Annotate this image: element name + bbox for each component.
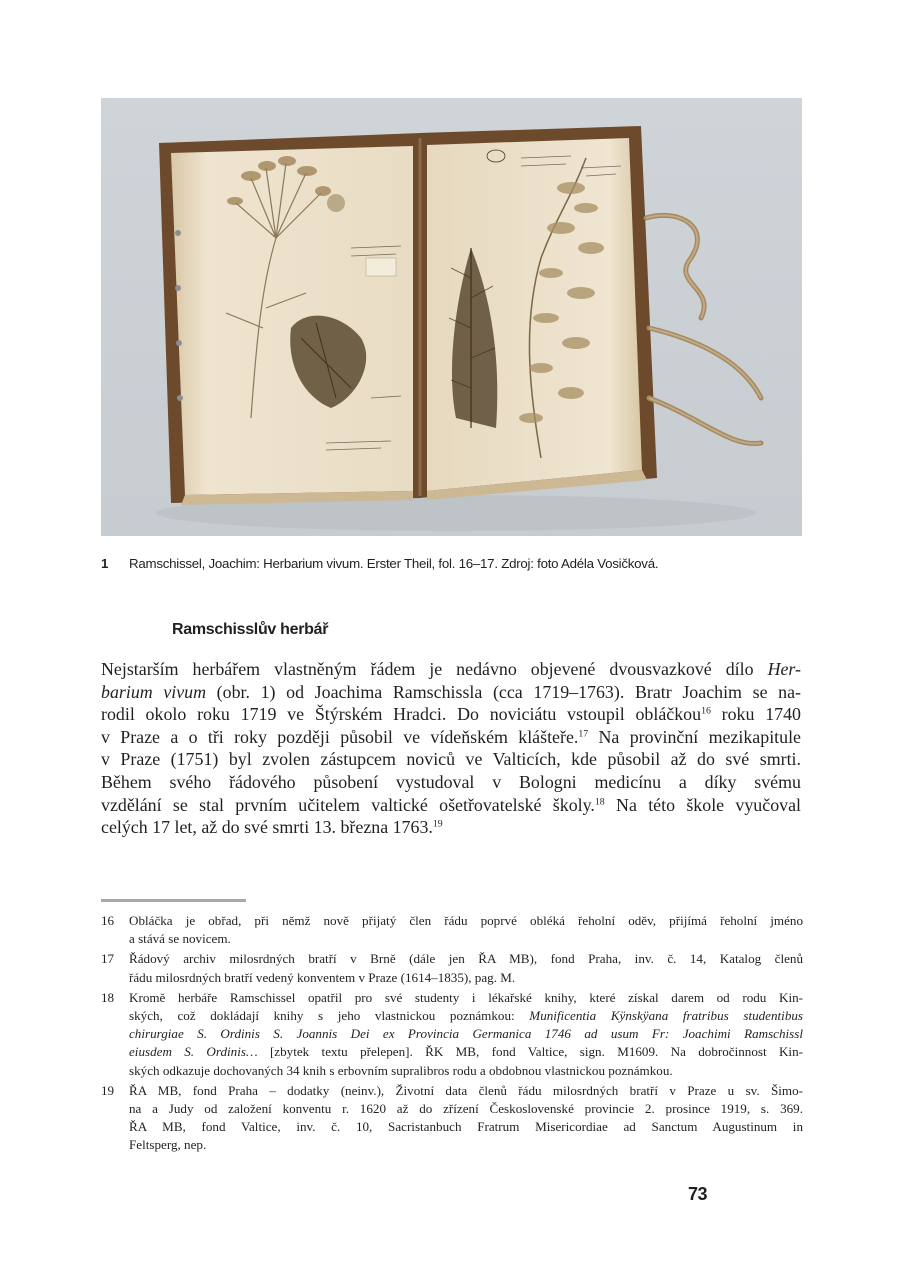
body-line: v Praze (1751) byl zvolen zástupcem noviců ve Valticích, kde působil až do své smrti.	[101, 749, 801, 770]
footnote-16	[101, 912, 803, 948]
footnote-ref[interactable]: 16	[701, 705, 711, 717]
body-text-run: roku 1740	[710, 704, 801, 725]
footnote-line	[129, 1025, 803, 1043]
body-line: Během svého řádového působení vystudoval v Bologni medicínu a díky svému	[101, 771, 801, 792]
footnote-text-run: [zbytek textu přelepen]. ŘK MB, fond Valtice, sign. M1609. Na dobročinnost Kin-	[257, 1044, 803, 1060]
footnote-italic-run: eiusdem S. Ordinis…	[129, 1044, 258, 1060]
footnote-number: 18	[101, 989, 115, 1005]
body-text-run: Nejstarším herbářem vlastněným řádem je nedávno objevené dvousvazkové dílo	[101, 659, 768, 679]
footnote-italic-run: chirurgiae S. Ordinis S. Joannis Dei ex Provincia Germanica 1746 ad usum Fr: Joachimi Ramschissl	[129, 1026, 803, 1042]
body-text-run: (obr. 1) od Joachima Ramschissla (cca 1719–1763). Bratr Joachim se na-	[206, 681, 801, 702]
caption-number: 1	[101, 556, 109, 571]
footnote-number: 16	[101, 913, 115, 928]
footnote-line: a stává se novicem.	[129, 931, 231, 947]
page-number: 73	[688, 1184, 708, 1204]
footnote-18	[101, 989, 803, 1080]
footnote-italic-run: Munificentia Kÿnskÿana fratribus studentibus	[529, 1008, 804, 1024]
herbarium-photo	[101, 98, 802, 536]
footnote-ref[interactable]: 18	[594, 796, 605, 808]
footnote-line: Kromě herbáře Ramschissel opatřil pro své studenty i lékařské knihy, které získal darem od rodu Kin-	[129, 989, 803, 1005]
footnote-line: Obláčka je obřad, při němž nově přijatý člen řádu poprvé obléká řeholní oděv, přijímá řeholní jméno	[129, 913, 803, 928]
body-line	[101, 703, 801, 726]
body-text-run: celých 17 let, až do své smrti 13. března 1763.	[101, 817, 433, 838]
footnote-line: Řádový archiv milosrdných bratří v Brně (dále jen ŘA MB), fond Praha, inv. č. 14, Katalog členů	[129, 951, 803, 967]
body-text-run: vzdělání se stal prvním učitelem valtické ošetřovatelské školy.	[101, 794, 595, 815]
body-line	[101, 794, 801, 817]
body-paragraph	[101, 658, 801, 839]
footnote-line	[129, 1043, 803, 1061]
body-text-run: Na této škole vyučoval	[604, 794, 801, 815]
footnote-line: ŘA MB, fond Praha – dodatky (neinv.), Životní data členů řádu milosrdných bratří v Praze u sv. Šimo-	[129, 1082, 803, 1098]
caption-text: Ramschissel, Joachim: Herbarium vivum. Erster Theil, fol. 16–17. Zdroj: foto Adéla Vosičková.	[129, 556, 659, 571]
footnote-17	[101, 950, 803, 986]
body-text-run: Na provinční mezikapitule	[588, 726, 801, 747]
footnote-line: Feltsperg, nep.	[129, 1137, 207, 1153]
footnote-divider	[101, 899, 246, 902]
body-text-run: rodil okolo roku 1719 ve Štýrském Hradci. Do noviciátu vstoupil obláčkou	[101, 704, 702, 725]
figure-caption	[101, 556, 803, 571]
footnote-number: 17	[101, 951, 115, 967]
body-line	[101, 816, 801, 839]
footnote-ref[interactable]: 19	[432, 818, 443, 830]
footnote-line: na a Judy od založení konventu r. 1620 až do zřízení Československé provincie 2. prosince 1919, s. 369.	[129, 1101, 803, 1117]
footnote-line: řádu milosrdných bratří vedený konventem v Praze (1614–1835), pag. M.	[129, 969, 516, 985]
body-italic-run: Her-	[767, 659, 801, 679]
footnotes	[101, 912, 803, 1157]
section-heading: Ramschisslův herbář	[172, 621, 329, 638]
body-line	[101, 726, 801, 749]
open-herbarium-book-image	[101, 98, 802, 536]
footnote-line: ŘA MB, fond Valtice, inv. č. 10, Sacristanbuch Fratrum Misericordiae ad Sanctum Augustinum in	[129, 1119, 803, 1135]
body-line	[101, 681, 801, 704]
footnote-line: ských odkazuje dochovaných 34 knih s erbovním supralibros rodu a obdobnou vlastnickou poznámkou.	[129, 1062, 673, 1078]
footnote-line	[129, 1007, 803, 1025]
body-text-run: v Praze a o tři roky později působil ve vídeňském klášteře.	[101, 726, 579, 747]
footnote-19	[101, 1082, 803, 1155]
body-line	[101, 658, 801, 681]
footnote-text-run: ských, což dokládají knihy s jeho vlastnickou poznámkou:	[129, 1008, 530, 1024]
footnote-number: 19	[101, 1082, 115, 1098]
body-italic-run: barium vivum	[101, 681, 207, 702]
footnote-ref[interactable]: 17	[578, 728, 589, 740]
